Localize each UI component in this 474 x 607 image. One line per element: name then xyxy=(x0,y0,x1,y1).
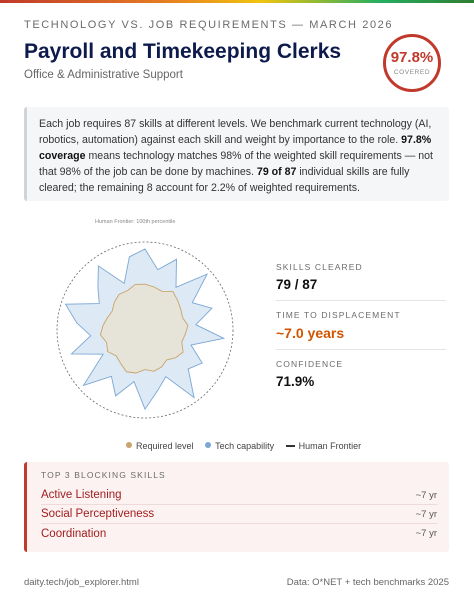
stat-skills-cleared xyxy=(276,262,446,301)
top-color-bar xyxy=(0,0,474,3)
stat-label: TIME TO DISPLACEMENT xyxy=(276,310,401,320)
description-box xyxy=(24,107,449,201)
tech-dot-icon xyxy=(205,442,211,448)
required-dot-icon xyxy=(126,442,132,448)
coverage-badge xyxy=(383,34,441,92)
stat-time-to-displacement xyxy=(276,310,446,350)
blocker-time: ~7 yr xyxy=(415,508,437,520)
blocker-time: ~7 yr xyxy=(415,489,437,501)
blocker-row[interactable] xyxy=(41,524,437,543)
page-title: Payroll and Timekeeping Clerks xyxy=(24,40,342,63)
stat-confidence xyxy=(276,359,446,397)
radar-chart xyxy=(40,212,255,434)
page-subtitle: Office & Administrative Support xyxy=(24,69,183,81)
legend-frontier xyxy=(286,441,362,451)
stats-panel xyxy=(276,262,446,406)
footer-source: Data: O*NET + tech benchmarks 2025 xyxy=(286,577,449,588)
blocker-time: ~7 yr xyxy=(415,528,437,539)
blocker-row[interactable] xyxy=(41,486,437,505)
blocking-skills-panel xyxy=(24,462,449,552)
legend-required-label: Required level xyxy=(136,441,194,451)
frontier-label: Human Frontier: 100th percentile xyxy=(95,219,176,225)
blocker-row[interactable] xyxy=(41,505,437,524)
blocker-name: Social Perceptiveness xyxy=(41,508,155,520)
footer-url[interactable]: daity.tech/job_explorer.html xyxy=(24,577,139,588)
legend-frontier-label: Human Frontier xyxy=(298,441,362,451)
radar-svg xyxy=(40,212,255,434)
stat-value: 79 / 87 xyxy=(276,277,318,292)
legend-required xyxy=(126,441,194,451)
stat-label: CONFIDENCE xyxy=(276,359,344,369)
frontier-dash-icon xyxy=(286,445,295,447)
page-kicker: TECHNOLOGY VS. JOB REQUIREMENTS — MARCH 2026 xyxy=(24,19,394,31)
desc-text-2: means technology matches 98% of the weighted skill requirements — not that 98% of the job can be done by machines. xyxy=(39,150,433,178)
blocker-name: Active Listening xyxy=(41,489,122,501)
desc-text-1: Each job requires 87 skills at different levels. We benchmark current technology (AI, robotics, automation) against each skill and weight by importance to the role. xyxy=(39,118,432,146)
blocker-name: Coordination xyxy=(41,527,107,540)
coverage-value: 97.8% xyxy=(390,49,434,66)
desc-bold-coverage: 97.8% coverage xyxy=(39,134,432,162)
stat-value: ~7.0 years xyxy=(276,325,345,341)
desc-bold-count: 79 of 87 xyxy=(256,166,297,178)
chart-legend xyxy=(126,441,370,451)
legend-tech-label: Tech capability xyxy=(215,441,275,451)
desc-text-3: individual skills are fully cleared; the remaining 8 account for 2.2% of weighted requirements. xyxy=(39,166,410,194)
stat-label: SKILLS CLEARED xyxy=(276,262,363,272)
legend-tech xyxy=(205,441,274,451)
blocking-skills-title: TOP 3 BLOCKING SKILLS xyxy=(41,470,166,480)
coverage-label: COVERED xyxy=(393,69,431,76)
stat-value: 71.9% xyxy=(276,374,315,389)
